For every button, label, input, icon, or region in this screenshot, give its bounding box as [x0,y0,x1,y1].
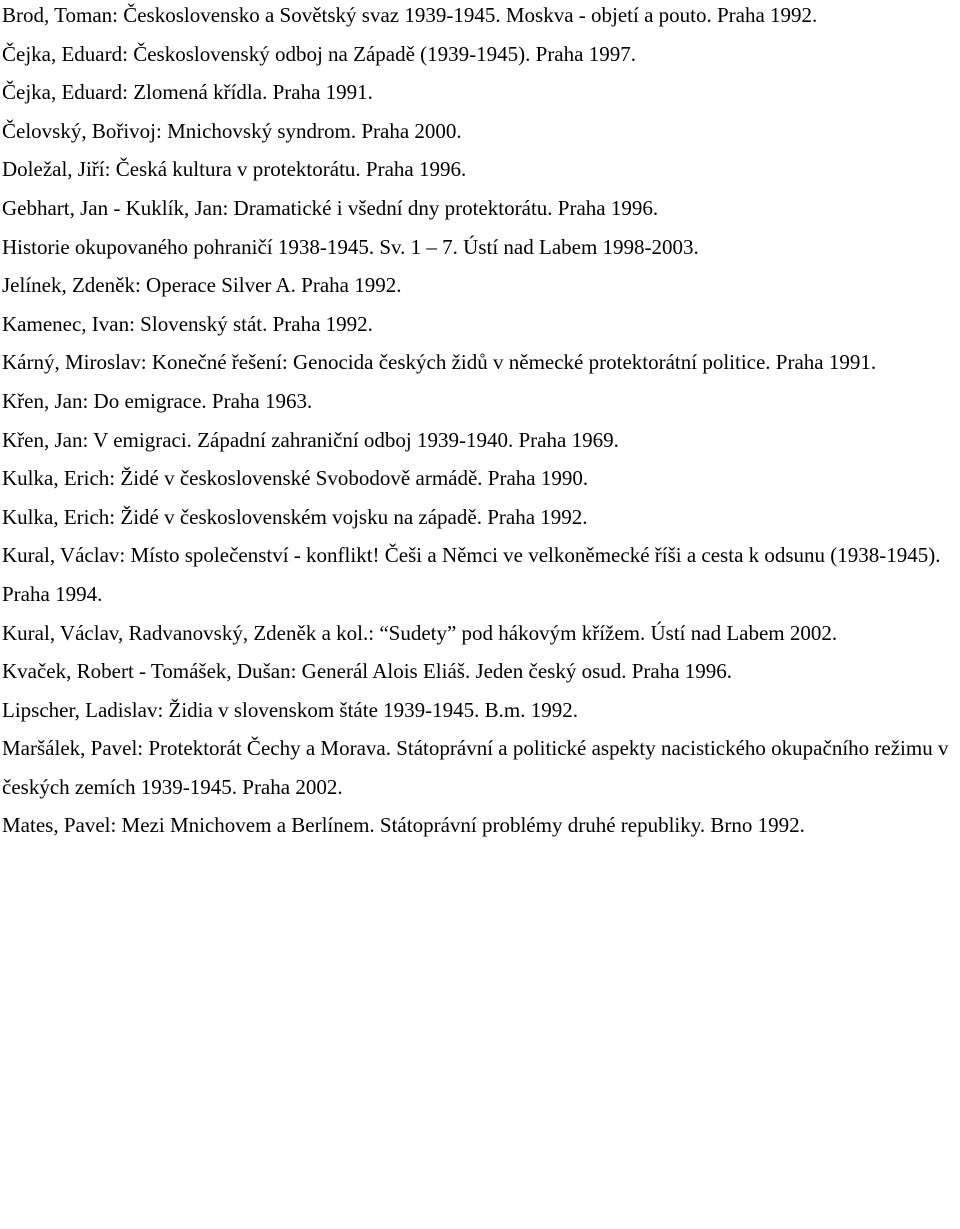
bibliography-entry: Historie okupovaného pohraničí 1938-1945. Sv. 1 – 7. Ústí nad Labem 1998-2003. [2,234,699,259]
bibliography-entry: Gebhart, Jan - Kuklík, Jan: Dramatické i všední dny protektorátu. Praha 1996. [2,195,659,220]
bibliography-entry: Čelovský, Bořivoj: Mnichovský syndrom. Praha 2000. [2,118,462,143]
bibliography-entry: Lipscher, Ladislav: Židia v slovenskom štáte 1939-1945. B.m. 1992. [2,697,578,722]
bibliography-entry: Mates, Pavel: Mezi Mnichovem a Berlínem. Státoprávní problémy druhé republiky. Brno 1992. [2,813,805,838]
bibliography-entry: Kárný, Miroslav: Konečné řešení: Genocida českých židů v německé protektorátní politice. Praha 1991. [2,350,877,375]
bibliography-entry: Kural, Václav: Místo společenství - konflikt! Češi a Němci ve velkoněmecké říši a cesta k odsunu (1938-1945). Praha 1994. [2,543,941,606]
bibliography-entry: Čejka, Eduard: Československý odboj na Západě (1939-1945). Praha 1997. [2,41,636,66]
bibliography-list [2,0,954,845]
bibliography-entry: Křen, Jan: Do emigrace. Praha 1963. [2,388,313,413]
bibliography-entry: Doležal, Jiří: Česká kultura v protektorátu. Praha 1996. [2,157,467,182]
bibliography-entry: Křen, Jan: V emigraci. Západní zahraniční odboj 1939-1940. Praha 1969. [2,427,619,452]
bibliography-entry: Maršálek, Pavel: Protektorát Čechy a Morava. Státoprávní a politické aspekty nacistického okupačního režimu v českých zemích 1939-1945. Praha 2002. [2,736,949,799]
bibliography-entry: Čejka, Eduard: Zlomená křídla. Praha 1991. [2,80,373,105]
bibliography-entry: Kamenec, Ivan: Slovenský stát. Praha 1992. [2,311,373,336]
bibliography-entry: Kvaček, Robert - Tomášek, Dušan: Generál Alois Eliáš. Jeden český osud. Praha 1996. [2,659,733,684]
bibliography-entry: Kulka, Erich: Židé v československé Svobodově armádě. Praha 1990. [2,466,589,491]
bibliography-entry: Kulka, Erich: Židé v československém vojsku na západě. Praha 1992. [2,504,588,529]
bibliography-entry: Brod, Toman: Československo a Sovětský svaz 1939-1945. Moskva - objetí a pouto. Praha 1992. [2,3,818,27]
bibliography-entry: Kural, Václav, Radvanovský, Zdeněk a kol.: “Sudety” pod hákovým křížem. Ústí nad Labem 2002. [2,620,838,645]
bibliography-entry: Jelínek, Zdeněk: Operace Silver A. Praha 1992. [2,273,402,298]
